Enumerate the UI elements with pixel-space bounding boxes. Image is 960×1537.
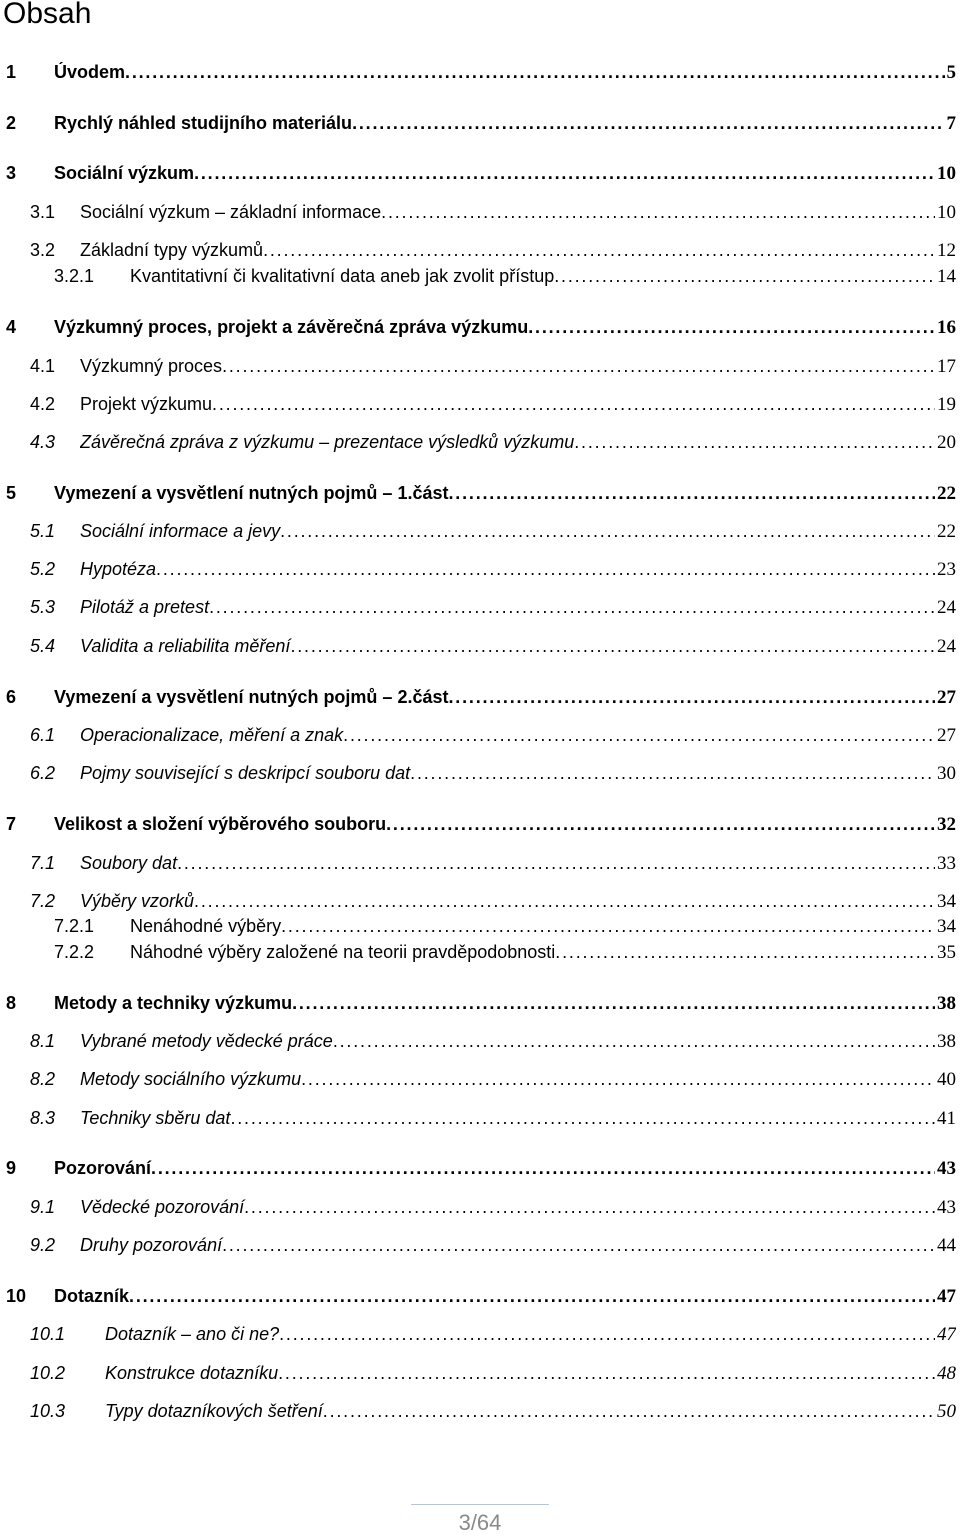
- page-title: Obsah: [3, 0, 92, 30]
- toc-entry-page: 48: [937, 1363, 956, 1384]
- toc-entry-number: 3.2.1: [54, 266, 95, 286]
- toc-entry-page: 10: [937, 163, 956, 184]
- toc-entry[interactable]: [0, 1031, 956, 1057]
- toc-entry-number: 7.1: [30, 853, 56, 873]
- toc-entry-page: 27: [937, 725, 956, 746]
- toc-dot-leader: [280, 521, 935, 542]
- toc-entry-title: Pojmy související s deskripcí souboru dat: [80, 763, 411, 783]
- toc-entry[interactable]: [0, 240, 956, 266]
- toc-dot-leader: [222, 1235, 935, 1256]
- toc-entry-number: 6: [6, 687, 17, 707]
- toc-entry[interactable]: [0, 1158, 956, 1184]
- toc-entry[interactable]: [0, 814, 956, 840]
- toc-entry-number: 5.3: [30, 597, 56, 617]
- toc-dot-leader: [194, 891, 935, 912]
- toc-entry-page: 27: [937, 687, 956, 708]
- toc-entry[interactable]: [0, 597, 956, 623]
- toc-entry-page: 12: [937, 240, 956, 261]
- toc-dot-leader: [125, 62, 944, 83]
- toc-entry-number: 10: [6, 1286, 27, 1306]
- toc-entry-number: 9.2: [30, 1235, 56, 1255]
- toc-entry-title: Výzkumný proces: [80, 356, 223, 376]
- toc-entry-page: 19: [937, 394, 956, 415]
- toc-entry[interactable]: [0, 636, 956, 662]
- toc-dot-leader: [323, 1401, 935, 1422]
- toc-dot-leader: [301, 1069, 935, 1090]
- toc-dot-leader: [156, 559, 935, 580]
- toc-dot-leader: [448, 483, 935, 504]
- toc-dot-leader: [194, 163, 935, 184]
- toc-entry-title: Sociální informace a jevy: [80, 521, 281, 541]
- toc-dot-leader: [554, 266, 935, 287]
- toc-entry-page: 24: [937, 597, 956, 618]
- toc-entry-number: 3.1: [30, 202, 56, 222]
- toc-dot-leader: [352, 113, 944, 134]
- toc-entry[interactable]: [0, 725, 956, 751]
- toc-entry[interactable]: [0, 202, 956, 228]
- toc-entry[interactable]: [0, 559, 956, 585]
- toc-entry[interactable]: [0, 1235, 956, 1261]
- toc-entry-number: 8.3: [30, 1108, 56, 1128]
- toc-entry-number: 5.2: [30, 559, 56, 579]
- toc-dot-leader: [278, 1363, 935, 1384]
- toc-entry-title: Vymezení a vysvětlení nutných pojmů – 1.část: [54, 483, 449, 503]
- toc-dot-leader: [343, 725, 935, 746]
- toc-entry-title: Základní typy výzkumů: [80, 240, 264, 260]
- toc-dot-leader: [333, 1031, 935, 1052]
- toc-entry-number: 9.1: [30, 1197, 56, 1217]
- toc-entry[interactable]: [0, 483, 956, 509]
- toc-entry-title: Operacionalizace, měření a znak: [80, 725, 344, 745]
- toc-dot-leader: [177, 853, 935, 874]
- toc-entry-page: 33: [937, 853, 956, 874]
- toc-dot-leader: [281, 916, 935, 937]
- toc-dot-leader: [222, 356, 935, 377]
- toc-entry-number: 8: [6, 993, 17, 1013]
- toc-entry-page: 7: [946, 113, 956, 134]
- toc-entry-title: Vybrané metody vědecké práce: [80, 1031, 333, 1051]
- toc-dot-leader: [292, 993, 935, 1014]
- toc-entry-page: 24: [937, 636, 956, 657]
- toc-entry-page: 34: [937, 916, 956, 937]
- toc-entry-number: 7.2: [30, 891, 56, 911]
- toc-entry-number: 4: [6, 317, 17, 337]
- toc-entry[interactable]: [0, 113, 956, 139]
- toc-entry-title: Techniky sběru dat: [80, 1108, 231, 1128]
- toc-entry[interactable]: [0, 1197, 956, 1223]
- toc-entry-page: 23: [937, 559, 956, 580]
- toc-entry[interactable]: [0, 916, 956, 942]
- toc-entry-page: 44: [937, 1235, 956, 1256]
- toc-entry-title: Sociální výzkum: [54, 163, 195, 183]
- toc-entry[interactable]: [0, 1324, 956, 1350]
- toc-entry-page: 16: [937, 317, 956, 338]
- toc-entry-title: Konstrukce dotazníku: [105, 1363, 279, 1383]
- toc-entry-number: 10.2: [30, 1363, 66, 1383]
- toc-dot-leader: [386, 814, 935, 835]
- toc-entry[interactable]: [0, 1286, 956, 1312]
- toc-entry[interactable]: [0, 62, 956, 88]
- toc-entry-title: Výběry vzorků: [80, 891, 195, 911]
- toc-dot-leader: [209, 597, 935, 618]
- toc-entry[interactable]: [0, 993, 956, 1019]
- toc-entry-title: Projekt výzkumu: [80, 394, 213, 414]
- toc-dot-leader: [263, 240, 935, 261]
- toc-dot-leader: [574, 432, 935, 453]
- footer-divider: [411, 1504, 549, 1505]
- toc-entry-page: 38: [937, 1031, 956, 1052]
- toc-dot-leader: [555, 942, 935, 963]
- toc-entry-page: 35: [937, 942, 956, 963]
- page-number: 3/64: [458, 1510, 502, 1535]
- toc-entry[interactable]: [0, 1108, 956, 1134]
- toc-entry-number: 7.2.1: [54, 916, 95, 936]
- toc-entry-number: 3: [6, 163, 17, 183]
- toc-entry-page: 17: [937, 356, 956, 377]
- toc-entry-title: Závěrečná zpráva z výzkumu – prezentace výsledků výzkumu: [80, 432, 575, 452]
- toc-dot-leader: [230, 1108, 935, 1129]
- toc-entry-number: 8.2: [30, 1069, 56, 1089]
- toc-dot-leader: [151, 1158, 935, 1179]
- toc-entry-page: 5: [946, 62, 956, 83]
- toc-entry-title: Velikost a složení výběrového souboru: [54, 814, 387, 834]
- toc-entry-title: Kvantitativní či kvalitativní data aneb jak zvolit přístup: [130, 266, 555, 286]
- toc-entry-number: 7.2.2: [54, 942, 95, 962]
- toc-entry-number: 4.2: [30, 394, 56, 414]
- toc-entry-title: Typy dotazníkových šetření: [105, 1401, 323, 1421]
- toc-dot-leader: [290, 636, 935, 657]
- toc-entry-page: 30: [937, 763, 956, 784]
- toc-entry-title: Dotazník – ano či ne?: [105, 1324, 280, 1344]
- toc-entry-title: Pilotáž a pretest: [80, 597, 210, 617]
- toc-entry-number: 5.4: [30, 636, 56, 656]
- toc-entry-title: Úvodem: [54, 62, 126, 82]
- toc-dot-leader: [129, 1286, 935, 1307]
- toc-entry[interactable]: [0, 853, 956, 879]
- toc-entry-number: 5.1: [30, 521, 56, 541]
- toc-entry-page: 38: [937, 993, 956, 1014]
- toc-dot-leader: [212, 394, 935, 415]
- toc-entry-title: Výzkumný proces, projekt a závěrečná zpráva výzkumu: [54, 317, 529, 337]
- toc-entry-number: 4.1: [30, 356, 56, 376]
- toc-entry[interactable]: [0, 891, 956, 917]
- toc-entry[interactable]: [0, 1069, 956, 1095]
- toc-entry-title: Hypotéza: [80, 559, 157, 579]
- toc-entry-page: 20: [937, 432, 956, 453]
- toc-dot-leader: [279, 1324, 935, 1345]
- toc-entry[interactable]: [0, 763, 956, 789]
- toc-entry-page: 22: [937, 483, 956, 504]
- toc-entry-title: Náhodné výběry založené na teorii pravděpodobnosti: [130, 942, 556, 962]
- toc-entry-page: 43: [937, 1158, 956, 1179]
- toc-entry[interactable]: [0, 521, 956, 547]
- toc-entry-number: 7: [6, 814, 17, 834]
- toc-entry-page: 47: [937, 1286, 956, 1307]
- toc-entry-title: Vědecké pozorování: [80, 1197, 245, 1217]
- toc-entry-number: 5: [6, 483, 17, 503]
- toc-entry-page: 22: [937, 521, 956, 542]
- toc-entry-title: Soubory dat: [80, 853, 178, 873]
- toc-entry-page: 32: [937, 814, 956, 835]
- toc-entry-number: 1: [6, 62, 17, 82]
- toc-entry-title: Metody sociálního výzkumu: [80, 1069, 302, 1089]
- toc-entry-title: Pozorování: [54, 1158, 152, 1178]
- toc-dot-leader: [528, 317, 935, 338]
- toc-entry-number: 9: [6, 1158, 17, 1178]
- toc-entry-page: 41: [937, 1108, 956, 1129]
- toc-entry[interactable]: [0, 163, 956, 189]
- toc-entry-title: Nenáhodné výběry: [130, 916, 282, 936]
- toc-entry-number: 3.2: [30, 240, 56, 260]
- toc-dot-leader: [381, 202, 935, 223]
- toc-entry-page: 43: [937, 1197, 956, 1218]
- toc-entry-title: Validita a reliabilita měření: [80, 636, 291, 656]
- toc-entry[interactable]: [0, 687, 956, 713]
- toc-entry-number: 8.1: [30, 1031, 56, 1051]
- toc-entry[interactable]: [0, 432, 956, 458]
- toc-entry-page: 34: [937, 891, 956, 912]
- toc-entry[interactable]: [0, 942, 956, 968]
- toc-entry-title: Vymezení a vysvětlení nutných pojmů – 2.část: [54, 687, 449, 707]
- toc-entry-page: 14: [937, 266, 956, 287]
- toc-entry-page: 10: [937, 202, 956, 223]
- toc-entry-number: 2: [6, 113, 17, 133]
- toc-entry[interactable]: [0, 394, 956, 420]
- toc-dot-leader: [410, 763, 935, 784]
- toc-entry-page: 40: [937, 1069, 956, 1090]
- toc-entry-number: 10.1: [30, 1324, 66, 1344]
- toc-entry-title: Druhy pozorování: [80, 1235, 223, 1255]
- toc-entry-number: 4.3: [30, 432, 56, 452]
- toc-entry-page: 47: [937, 1324, 956, 1345]
- toc-entry[interactable]: [0, 266, 956, 292]
- toc-dot-leader: [448, 687, 935, 708]
- toc-entry-page: 50: [937, 1401, 956, 1422]
- toc-entry-number: 6.2: [30, 763, 56, 783]
- toc-entry-title: Dotazník: [54, 1286, 130, 1306]
- toc-entry[interactable]: [0, 356, 956, 382]
- toc-entry[interactable]: [0, 1401, 956, 1427]
- toc-entry-title: Sociální výzkum – základní informace: [80, 202, 382, 222]
- toc-entry[interactable]: [0, 317, 956, 343]
- toc-entry-number: 10.3: [30, 1401, 66, 1421]
- toc-entry[interactable]: [0, 1363, 956, 1389]
- toc-entry-title: Rychlý náhled studijního materiálu: [54, 113, 353, 133]
- toc-entry-title: Metody a techniky výzkumu: [54, 993, 293, 1013]
- toc-entry-number: 6.1: [30, 725, 56, 745]
- toc-dot-leader: [244, 1197, 935, 1218]
